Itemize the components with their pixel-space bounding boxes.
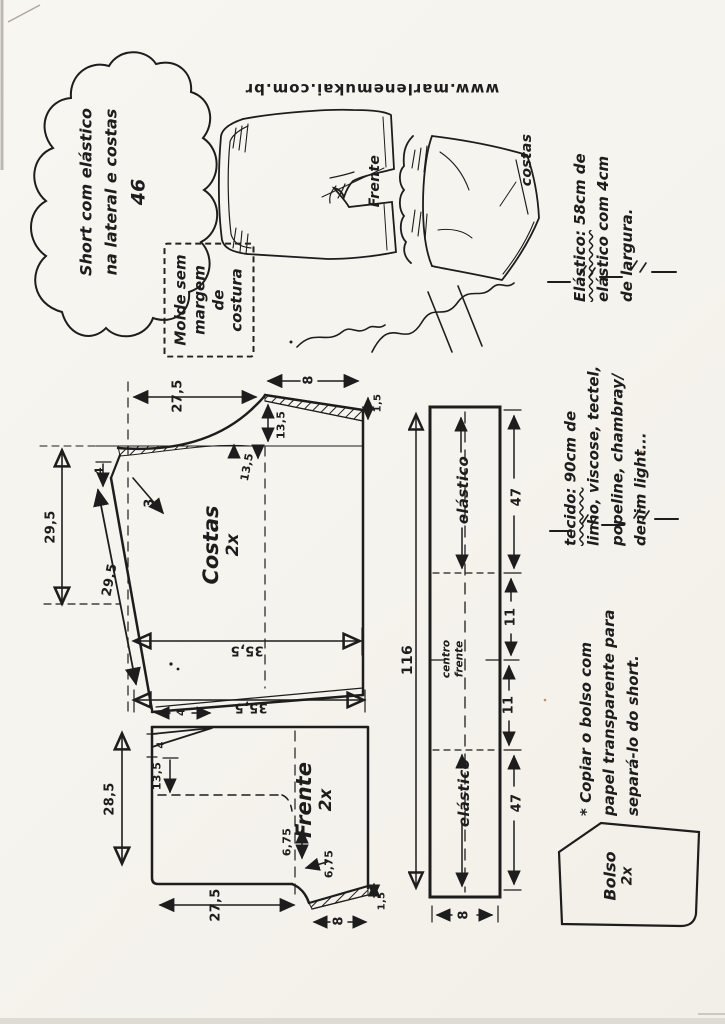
bolso-name: Bolso — [600, 851, 620, 901]
elastico-line-1 — [569, 50, 592, 302]
dim-band-total: 116 — [400, 644, 416, 676]
dim-costas-right-edge: 1,5 — [372, 393, 384, 413]
dim-costas-bottom: 35,5 — [230, 642, 264, 658]
tecido-line-3: popeline, chambray/ — [608, 373, 626, 546]
dim-costas-side-seam: 29,5 — [99, 562, 121, 598]
copiar-line-3: separá-lo do short. — [623, 655, 642, 816]
tecido-line-4: denim light... — [631, 432, 650, 546]
costas-piece-label — [199, 505, 243, 584]
dim-frente-hem: 27,5 — [208, 888, 224, 922]
dim-frente-curve-v: 6,75 — [280, 827, 294, 857]
dim-costas-rise-2: 13,5 — [237, 451, 257, 483]
tecido-rest: 90cm de — [561, 410, 580, 488]
elastico-keyword: Elástico: — [571, 230, 590, 302]
frente-piece — [122, 690, 374, 922]
dim-costas-side-outer: 29,5 — [43, 510, 59, 544]
costas-qty: 2x — [223, 533, 243, 557]
copiar-line-1: * Copiar o bolso com — [577, 642, 596, 816]
tecido-line-1 — [560, 294, 583, 546]
dim-frente-curve-h: 6,75 — [322, 849, 336, 879]
tecido-info — [560, 294, 653, 546]
pattern-size: 46 — [127, 178, 150, 206]
website-text: www.marlenemukai.com.br — [244, 80, 500, 98]
title-line-2: na lateral e costas — [101, 108, 121, 276]
dim-band-seg3: 11 — [501, 695, 517, 715]
molde-note — [164, 242, 255, 357]
elastico-line-3: de largura. — [617, 208, 636, 302]
band-elastico-top-label: elástico — [454, 455, 472, 525]
back-sketch-label: costas — [519, 133, 535, 187]
dim-frente-dart-length: 4 — [155, 741, 167, 749]
frente-piece-label — [292, 762, 336, 838]
bolso-qty: 2x — [619, 866, 636, 886]
band-elastico-bottom-label: elástico — [455, 758, 473, 828]
molde-line-2: margem — [190, 265, 209, 335]
pattern-title — [74, 77, 153, 307]
front-sketch-label: Frente — [367, 154, 383, 208]
centro-frente-label — [440, 640, 465, 678]
elastico-line-2: elástico com 4cm — [594, 155, 613, 302]
molde-line-4: costura — [227, 268, 246, 332]
frente-qty: 2x — [316, 788, 336, 812]
dim-costas-top-right: 8 — [301, 375, 317, 385]
elastico-rest: 58cm de — [571, 153, 590, 231]
title-line-1: Short com elástico — [76, 108, 96, 276]
dim-frente-waist-edge: 1,5 — [376, 891, 388, 911]
dim-band-width: 8 — [456, 910, 472, 920]
dim-frente-dart-width: 4 — [174, 708, 188, 716]
bolso-piece-label — [601, 851, 636, 900]
frente-line: frente — [453, 640, 465, 678]
molde-line-1: Molde sem — [171, 254, 190, 346]
elastico-info — [569, 50, 639, 302]
dim-costas-top: 27,5 — [170, 379, 186, 413]
dim-band-seg4: 47 — [509, 793, 525, 813]
frente-name: Frente — [292, 762, 316, 838]
molde-line-3: de — [209, 289, 227, 311]
dim-costas-rise: 13,5 — [274, 410, 288, 440]
dim-band-seg1: 47 — [509, 487, 525, 507]
costas-name: Costas — [199, 505, 223, 585]
tecido-keyword: tecido: — [561, 487, 580, 546]
dim-costas-wedge: 4 — [92, 467, 106, 475]
dim-frente-waist-width: 8 — [331, 916, 347, 926]
dim-frente-side: 28,5 — [102, 782, 118, 816]
dim-costas-drop: 3 — [142, 498, 158, 508]
copiar-note — [575, 560, 645, 816]
dim-frente-pocket-depth: 13,5 — [150, 761, 164, 791]
centro-line: centro — [440, 639, 453, 679]
signature-scribble — [290, 283, 515, 352]
copiar-line-2: papel transparente para — [600, 609, 619, 816]
tecido-line-2: linho, viscose, tectel, — [584, 365, 603, 546]
dim-band-seg2: 11 — [503, 607, 519, 627]
dim-frente-top: 35,5 — [234, 699, 268, 715]
